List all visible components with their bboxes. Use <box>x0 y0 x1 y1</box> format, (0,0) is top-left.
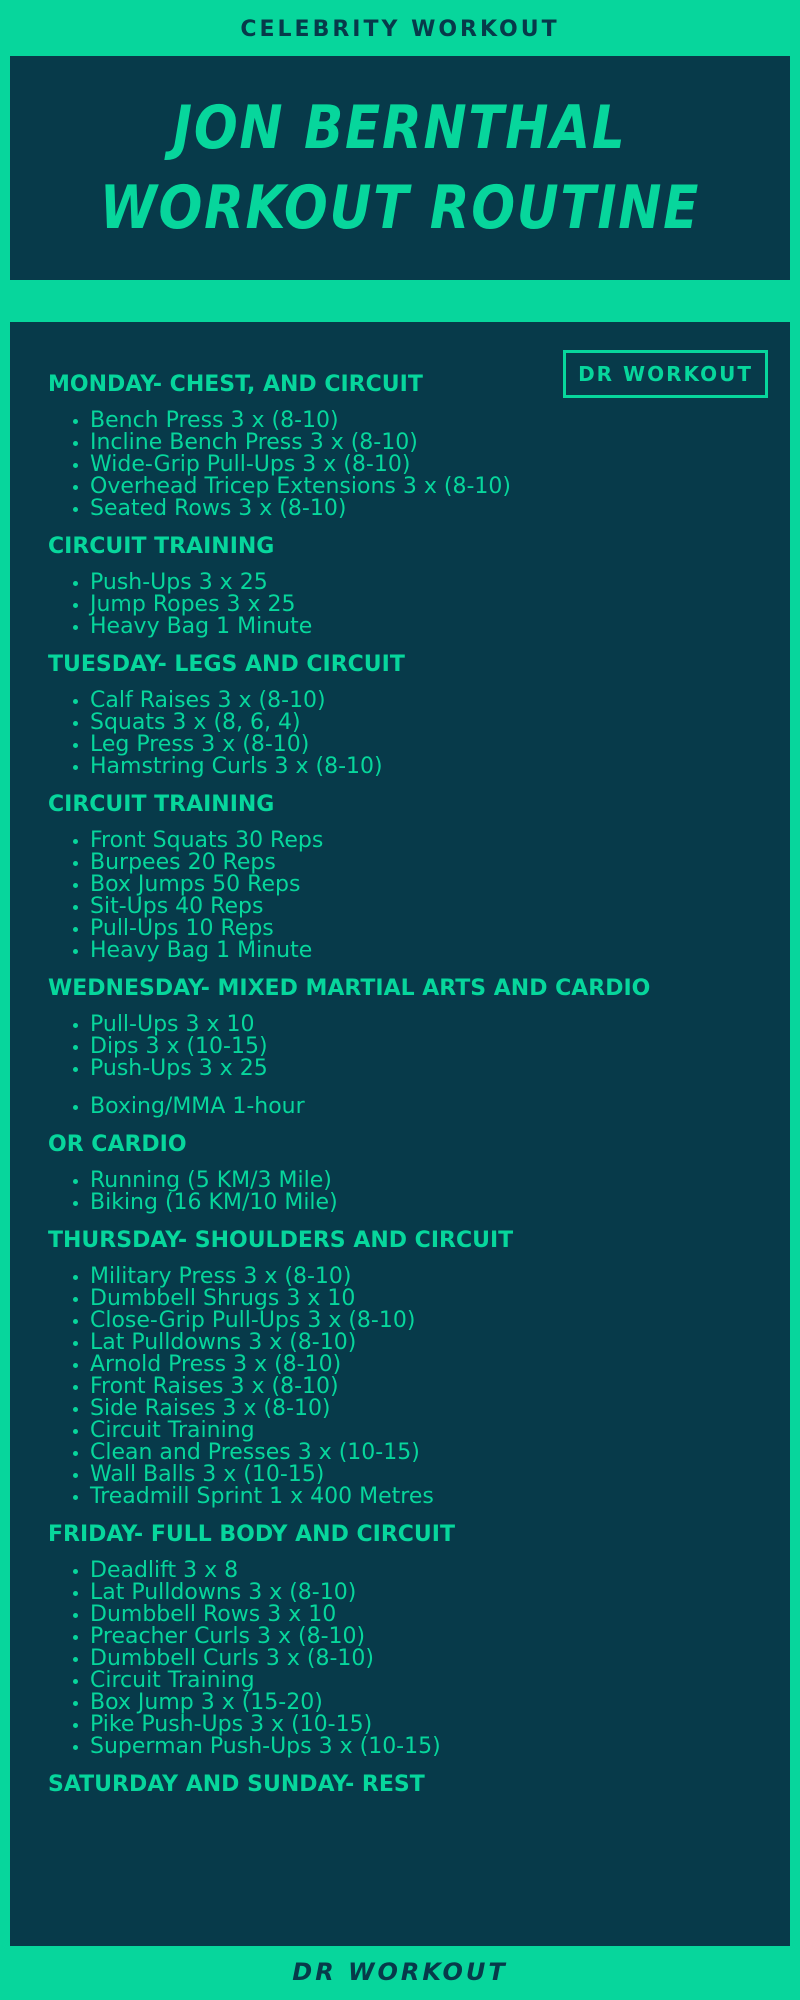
footer-brand: DR WORKOUT <box>292 1958 508 1986</box>
exercise-item: • Arnold Press 3 x (8-10) <box>90 1354 748 1376</box>
exercise-item: • Heavy Bag 1 Minute <box>90 616 748 638</box>
exercise-list <box>48 1014 748 1080</box>
exercise-item: • Deadlift 3 x 8 <box>90 1560 748 1582</box>
exercise-item: • Pike Push-Ups 3 x (10-15) <box>90 1714 748 1736</box>
exercise-list <box>48 1560 748 1758</box>
section-heading: FRIDAY- FULL BODY AND CIRCUIT <box>48 1522 455 1547</box>
section-heading: THURSDAY- SHOULDERS AND CIRCUIT <box>48 1228 514 1253</box>
exercise-item: • Dips 3 x (10-15) <box>90 1036 748 1058</box>
routine-panel <box>10 322 790 1946</box>
exercise-item: • Squats 3 x (8, 6, 4) <box>90 712 748 734</box>
exercise-item: • Running (5 KM/3 Mile) <box>90 1170 748 1192</box>
section-heading: OR CARDIO <box>48 1132 187 1157</box>
section-heading: CIRCUIT TRAINING <box>48 534 275 559</box>
exercise-item: • Preacher Curls 3 x (8-10) <box>90 1626 748 1648</box>
title-line-1: JON BERNTHAL <box>173 93 627 163</box>
exercise-item: • Side Raises 3 x (8-10) <box>90 1398 748 1420</box>
exercise-item: • Boxing/MMA 1-hour <box>90 1096 748 1118</box>
exercise-item: • Burpees 20 Reps <box>90 852 748 874</box>
section-heading: TUESDAY- LEGS AND CIRCUIT <box>48 652 405 677</box>
exercise-item: • Calf Raises 3 x (8-10) <box>90 690 748 712</box>
top-category-label: CELEBRITY WORKOUT <box>240 17 560 42</box>
exercise-item: • Incline Bench Press 3 x (8-10) <box>90 432 748 454</box>
exercise-item: • Box Jump 3 x (15-20) <box>90 1692 748 1714</box>
exercise-item: • Dumbbell Curls 3 x (8-10) <box>90 1648 748 1670</box>
exercise-item: • Dumbbell Shrugs 3 x 10 <box>90 1288 748 1310</box>
exercise-list <box>48 690 748 778</box>
title-line-2: WORKOUT ROUTINE <box>99 173 701 243</box>
brand-badge: DR WORKOUT <box>563 350 768 398</box>
exercise-item: • Military Press 3 x (8-10) <box>90 1266 748 1288</box>
exercise-item: • Clean and Presses 3 x (10-15) <box>90 1442 748 1464</box>
title-panel <box>10 56 790 280</box>
exercise-list <box>48 1266 748 1508</box>
exercise-item: • Pull-Ups 10 Reps <box>90 918 748 940</box>
exercise-item: • Lat Pulldowns 3 x (8-10) <box>90 1582 748 1604</box>
exercise-item: • Box Jumps 50 Reps <box>90 874 748 896</box>
exercise-item: • Pull-Ups 3 x 10 <box>90 1014 748 1036</box>
exercise-item: • Bench Press 3 x (8-10) <box>90 410 748 432</box>
exercise-item: • Wide-Grip Pull-Ups 3 x (8-10) <box>90 454 748 476</box>
exercise-item: • Front Squats 30 Reps <box>90 830 748 852</box>
exercise-item: • Circuit Training <box>90 1670 748 1692</box>
exercise-item: • Leg Press 3 x (8-10) <box>90 734 748 756</box>
exercise-item: • Push-Ups 3 x 25 <box>90 572 748 594</box>
section-heading: WEDNESDAY- MIXED MARTIAL ARTS AND CARDIO <box>48 976 651 1001</box>
exercise-item: • Wall Balls 3 x (10-15) <box>90 1464 748 1486</box>
exercise-item: • Overhead Tricep Extensions 3 x (8-10) <box>90 476 748 498</box>
exercise-item: • Hamstring Curls 3 x (8-10) <box>90 756 748 778</box>
exercise-list <box>48 572 748 638</box>
exercise-list <box>48 410 748 520</box>
exercise-item: • Front Raises 3 x (8-10) <box>90 1376 748 1398</box>
exercise-item: • Close-Grip Pull-Ups 3 x (8-10) <box>90 1310 748 1332</box>
exercise-item: • Dumbbell Rows 3 x 10 <box>90 1604 748 1626</box>
exercise-item: • Jump Ropes 3 x 25 <box>90 594 748 616</box>
section-heading: MONDAY- CHEST, AND CIRCUIT <box>48 372 423 397</box>
exercise-item: • Heavy Bag 1 Minute <box>90 940 748 962</box>
exercise-item: • Seated Rows 3 x (8-10) <box>90 498 748 520</box>
exercise-list <box>48 830 748 962</box>
exercise-item: • Push-Ups 3 x 25 <box>90 1058 748 1080</box>
exercise-list <box>48 1096 748 1118</box>
exercise-item: • Sit-Ups 40 Reps <box>90 896 748 918</box>
exercise-item: • Circuit Training <box>90 1420 748 1442</box>
routine-sections <box>48 370 748 1800</box>
exercise-item: • Superman Push-Ups 3 x (10-15) <box>90 1736 748 1758</box>
section-heading: SATURDAY AND SUNDAY- REST <box>48 1772 425 1797</box>
exercise-item: • Biking (16 KM/10 Mile) <box>90 1192 748 1214</box>
exercise-list <box>48 1170 748 1214</box>
exercise-item: • Treadmill Sprint 1 x 400 Metres <box>90 1486 748 1508</box>
exercise-item: • Lat Pulldowns 3 x (8-10) <box>90 1332 748 1354</box>
section-heading: CIRCUIT TRAINING <box>48 792 275 817</box>
